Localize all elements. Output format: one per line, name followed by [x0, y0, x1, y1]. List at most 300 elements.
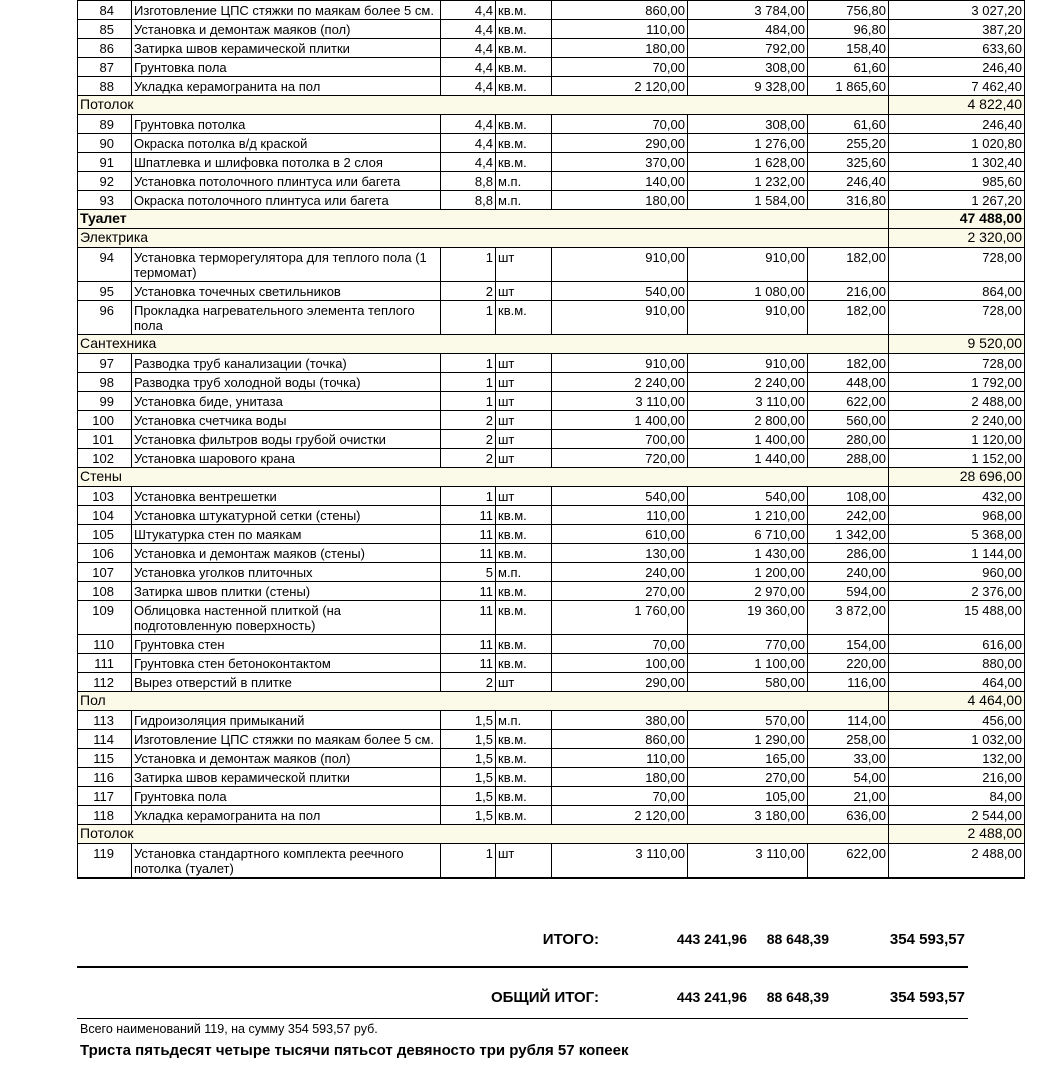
row-unit: шт: [496, 449, 552, 468]
table-row: [78, 806, 1025, 825]
row-qty: 11: [441, 582, 496, 601]
table-row: [78, 58, 1025, 77]
row-price: 910,00: [552, 248, 688, 282]
row-number: 93: [78, 191, 132, 210]
row-qty: 1,5: [441, 711, 496, 730]
table-row: [78, 487, 1025, 506]
row-sum: 165,00: [688, 749, 808, 768]
row-name: Установка фильтров воды грубой очистки: [132, 430, 441, 449]
row-total: 5 368,00: [889, 525, 1025, 544]
row-number: 96: [78, 301, 132, 335]
row-qty: 5: [441, 563, 496, 582]
row-sum: 910,00: [688, 248, 808, 282]
row-unit: кв.м.: [496, 1, 552, 20]
row-qty: 11: [441, 544, 496, 563]
row-number: 88: [78, 77, 132, 96]
table-row: [78, 430, 1025, 449]
row-sum: 1 276,00: [688, 134, 808, 153]
row-sum: 1 584,00: [688, 191, 808, 210]
row-sum: 1 200,00: [688, 563, 808, 582]
row-number: 94: [78, 248, 132, 282]
row-unit: м.п.: [496, 172, 552, 191]
row-name: Установка терморегулятора для теплого пола (1 термомат): [132, 248, 441, 282]
row-vat: 216,00: [808, 282, 889, 301]
row-vat: 325,60: [808, 153, 889, 172]
row-price: 70,00: [552, 58, 688, 77]
row-price: 2 120,00: [552, 806, 688, 825]
section-title: Туалет: [78, 210, 889, 229]
row-total: 1 792,00: [889, 373, 1025, 392]
row-total: 728,00: [889, 354, 1025, 373]
row-unit: шт: [496, 354, 552, 373]
row-total: 1 020,80: [889, 134, 1025, 153]
section-header-row: [78, 335, 1025, 354]
table-row: [78, 711, 1025, 730]
row-unit: кв.м.: [496, 77, 552, 96]
row-qty: 11: [441, 601, 496, 635]
row-total: 84,00: [889, 787, 1025, 806]
row-price: 70,00: [552, 635, 688, 654]
row-qty: 2: [441, 430, 496, 449]
row-number: 109: [78, 601, 132, 635]
table-row: [78, 673, 1025, 692]
row-unit: м.п.: [496, 711, 552, 730]
section-header-row: [78, 468, 1025, 487]
section-title: Электрика: [78, 229, 889, 248]
row-name: Затирка швов керамической плитки: [132, 768, 441, 787]
table-row: [78, 544, 1025, 563]
row-sum: 6 710,00: [688, 525, 808, 544]
section-title: Потолок: [78, 825, 889, 844]
row-total: 616,00: [889, 635, 1025, 654]
row-total: 1 120,00: [889, 430, 1025, 449]
row-sum: 910,00: [688, 354, 808, 373]
row-sum: 1 100,00: [688, 654, 808, 673]
row-number: 107: [78, 563, 132, 582]
row-vat: 116,00: [808, 673, 889, 692]
row-name: Установка стандартного комплекта реечного потолка (туалет): [132, 844, 441, 879]
general-total-vat: 88 648,39: [766, 989, 829, 1005]
table-row: [78, 449, 1025, 468]
row-qty: 1: [441, 844, 496, 879]
row-vat: 114,00: [808, 711, 889, 730]
table-row: [78, 248, 1025, 282]
row-vat: 182,00: [808, 301, 889, 335]
row-unit: кв.м.: [496, 506, 552, 525]
row-vat: 316,80: [808, 191, 889, 210]
row-number: 97: [78, 354, 132, 373]
row-number: 119: [78, 844, 132, 879]
row-number: 86: [78, 39, 132, 58]
row-qty: 4,4: [441, 58, 496, 77]
table-row: [78, 411, 1025, 430]
row-total: 3 027,20: [889, 1, 1025, 20]
row-sum: 1 080,00: [688, 282, 808, 301]
row-name: Прокладка нагревательного элемента теплого пола: [132, 301, 441, 335]
itogo-total: 354 593,57: [889, 931, 965, 948]
row-name: Укладка керамогранита на пол: [132, 806, 441, 825]
row-vat: 108,00: [808, 487, 889, 506]
table-row: [78, 768, 1025, 787]
table-row: [78, 582, 1025, 601]
row-total: 246,40: [889, 58, 1025, 77]
row-sum: 1 430,00: [688, 544, 808, 563]
row-sum: 1 400,00: [688, 430, 808, 449]
row-price: 610,00: [552, 525, 688, 544]
table-row: [78, 172, 1025, 191]
row-unit: шт: [496, 392, 552, 411]
row-unit: шт: [496, 373, 552, 392]
row-name: Окраска потолка в/д краской: [132, 134, 441, 153]
row-vat: 3 872,00: [808, 601, 889, 635]
row-vat: 560,00: [808, 411, 889, 430]
row-unit: шт: [496, 282, 552, 301]
row-qty: 11: [441, 654, 496, 673]
row-vat: 182,00: [808, 354, 889, 373]
row-price: 290,00: [552, 134, 688, 153]
section-header-row: [78, 96, 1025, 115]
row-vat: 61,60: [808, 115, 889, 134]
summary-amount-in-words: Триста пятьдесят четыре тысячи пятьсот девяносто три рубля 57 копеек: [80, 1042, 629, 1059]
row-total: 728,00: [889, 301, 1025, 335]
row-price: 240,00: [552, 563, 688, 582]
row-vat: 220,00: [808, 654, 889, 673]
section-total: 4 822,40: [889, 96, 1025, 115]
row-vat: 1 865,60: [808, 77, 889, 96]
section-header-row: [78, 825, 1025, 844]
row-price: 180,00: [552, 191, 688, 210]
row-sum: 3 110,00: [688, 844, 808, 879]
row-vat: 21,00: [808, 787, 889, 806]
row-price: 860,00: [552, 1, 688, 20]
row-unit: кв.м.: [496, 153, 552, 172]
general-total-total: 354 593,57: [889, 989, 965, 1006]
row-unit: кв.м.: [496, 768, 552, 787]
divider-line-thin: [77, 1018, 968, 1019]
row-number: 110: [78, 635, 132, 654]
row-qty: 11: [441, 506, 496, 525]
row-sum: 1 440,00: [688, 449, 808, 468]
row-number: 114: [78, 730, 132, 749]
row-sum: 9 328,00: [688, 77, 808, 96]
row-sum: 3 180,00: [688, 806, 808, 825]
table-row: [78, 39, 1025, 58]
section-total: 4 464,00: [889, 692, 1025, 711]
table-row: [78, 787, 1025, 806]
table-row: [78, 525, 1025, 544]
row-name: Шпатлевка и шлифовка потолка в 2 слоя: [132, 153, 441, 172]
row-unit: кв.м.: [496, 39, 552, 58]
row-total: 864,00: [889, 282, 1025, 301]
row-qty: 4,4: [441, 115, 496, 134]
row-name: Установка и демонтаж маяков (пол): [132, 749, 441, 768]
section-total: 28 696,00: [889, 468, 1025, 487]
row-price: 910,00: [552, 354, 688, 373]
row-number: 108: [78, 582, 132, 601]
row-vat: 258,00: [808, 730, 889, 749]
row-vat: 246,40: [808, 172, 889, 191]
general-total-sum: 443 241,96: [676, 989, 747, 1005]
table-row: [78, 153, 1025, 172]
row-total: 246,40: [889, 115, 1025, 134]
row-total: 15 488,00: [889, 601, 1025, 635]
row-number: 90: [78, 134, 132, 153]
row-sum: 2 800,00: [688, 411, 808, 430]
table-row: [78, 20, 1025, 39]
row-price: 3 110,00: [552, 392, 688, 411]
row-sum: 570,00: [688, 711, 808, 730]
row-sum: 2 240,00: [688, 373, 808, 392]
row-unit: кв.м.: [496, 544, 552, 563]
row-vat: 280,00: [808, 430, 889, 449]
table-row: [78, 134, 1025, 153]
row-unit: кв.м.: [496, 749, 552, 768]
row-qty: 1,5: [441, 730, 496, 749]
row-vat: 96,80: [808, 20, 889, 39]
row-qty: 1,5: [441, 768, 496, 787]
row-price: 910,00: [552, 301, 688, 335]
row-number: 100: [78, 411, 132, 430]
row-name: Затирка швов керамической плитки: [132, 39, 441, 58]
row-qty: 8,8: [441, 172, 496, 191]
row-vat: 154,00: [808, 635, 889, 654]
row-total: 2 488,00: [889, 844, 1025, 879]
row-unit: кв.м.: [496, 601, 552, 635]
room-header-row: [78, 210, 1025, 229]
row-name: Облицовка настенной плиткой (на подготовленную поверхность): [132, 601, 441, 635]
row-vat: 182,00: [808, 248, 889, 282]
row-vat: 255,20: [808, 134, 889, 153]
row-unit: кв.м.: [496, 635, 552, 654]
table-row: [78, 730, 1025, 749]
row-vat: 288,00: [808, 449, 889, 468]
general-total-label: ОБЩИЙ ИТОГ:: [490, 989, 599, 1006]
row-qty: 1,5: [441, 787, 496, 806]
table-row: [78, 115, 1025, 134]
estimate-table: [77, 0, 1025, 879]
row-unit: кв.м.: [496, 115, 552, 134]
row-sum: 1 210,00: [688, 506, 808, 525]
row-vat: 158,40: [808, 39, 889, 58]
row-unit: м.п.: [496, 191, 552, 210]
row-unit: шт: [496, 248, 552, 282]
row-qty: 4,4: [441, 153, 496, 172]
row-name: Штукатурка стен по маякам: [132, 525, 441, 544]
section-total: 47 488,00: [889, 210, 1025, 229]
row-unit: кв.м.: [496, 730, 552, 749]
row-unit: м.п.: [496, 563, 552, 582]
section-title: Стены: [78, 468, 889, 487]
row-number: 89: [78, 115, 132, 134]
row-total: 216,00: [889, 768, 1025, 787]
row-unit: кв.м.: [496, 582, 552, 601]
row-name: Грунтовка стен бетоноконтактом: [132, 654, 441, 673]
table-row: [78, 301, 1025, 335]
row-sum: 19 360,00: [688, 601, 808, 635]
row-price: 290,00: [552, 673, 688, 692]
row-price: 1 400,00: [552, 411, 688, 430]
section-header-row: [78, 692, 1025, 711]
table-row: [78, 601, 1025, 635]
row-number: 99: [78, 392, 132, 411]
row-total: 985,60: [889, 172, 1025, 191]
row-qty: 1: [441, 392, 496, 411]
row-total: 132,00: [889, 749, 1025, 768]
row-price: 70,00: [552, 115, 688, 134]
section-header-row: [78, 229, 1025, 248]
row-price: 100,00: [552, 654, 688, 673]
table-row: [78, 1, 1025, 20]
row-number: 117: [78, 787, 132, 806]
row-number: 84: [78, 1, 132, 20]
row-total: 7 462,40: [889, 77, 1025, 96]
row-total: 2 544,00: [889, 806, 1025, 825]
row-sum: 540,00: [688, 487, 808, 506]
row-unit: шт: [496, 487, 552, 506]
row-sum: 105,00: [688, 787, 808, 806]
row-name: Грунтовка пола: [132, 58, 441, 77]
row-total: 1 032,00: [889, 730, 1025, 749]
row-unit: шт: [496, 673, 552, 692]
row-name: Установка шарового крана: [132, 449, 441, 468]
row-price: 370,00: [552, 153, 688, 172]
section-title: Пол: [78, 692, 889, 711]
row-price: 180,00: [552, 768, 688, 787]
row-unit: шт: [496, 844, 552, 879]
row-qty: 8,8: [441, 191, 496, 210]
row-price: 110,00: [552, 749, 688, 768]
row-qty: 4,4: [441, 20, 496, 39]
row-unit: кв.м.: [496, 301, 552, 335]
row-total: 1 152,00: [889, 449, 1025, 468]
row-qty: 11: [441, 525, 496, 544]
itogo-vat: 88 648,39: [766, 931, 829, 947]
table-row: [78, 77, 1025, 96]
row-name: Разводка труб холодной воды (точка): [132, 373, 441, 392]
row-vat: 1 342,00: [808, 525, 889, 544]
row-vat: 636,00: [808, 806, 889, 825]
row-number: 112: [78, 673, 132, 692]
row-unit: кв.м.: [496, 20, 552, 39]
table-row: [78, 563, 1025, 582]
row-qty: 2: [441, 282, 496, 301]
row-total: 2 240,00: [889, 411, 1025, 430]
row-price: 110,00: [552, 20, 688, 39]
row-sum: 580,00: [688, 673, 808, 692]
row-unit: кв.м.: [496, 654, 552, 673]
row-sum: 270,00: [688, 768, 808, 787]
row-total: 728,00: [889, 248, 1025, 282]
itogo-sum: 443 241,96: [676, 931, 747, 947]
row-price: 70,00: [552, 787, 688, 806]
row-unit: кв.м.: [496, 806, 552, 825]
row-price: 2 240,00: [552, 373, 688, 392]
row-unit: кв.м.: [496, 525, 552, 544]
row-name: Грунтовка стен: [132, 635, 441, 654]
row-sum: 770,00: [688, 635, 808, 654]
row-vat: 242,00: [808, 506, 889, 525]
row-sum: 308,00: [688, 58, 808, 77]
row-sum: 3 784,00: [688, 1, 808, 20]
section-title: Потолок: [78, 96, 889, 115]
row-name: Грунтовка потолка: [132, 115, 441, 134]
summary-count: Всего наименований 119, на сумму 354 593,57 руб.: [80, 1022, 378, 1036]
row-number: 85: [78, 20, 132, 39]
row-total: 2 488,00: [889, 392, 1025, 411]
row-number: 103: [78, 487, 132, 506]
row-qty: 1: [441, 354, 496, 373]
row-name: Окраска потолочного плинтуса или багета: [132, 191, 441, 210]
row-price: 720,00: [552, 449, 688, 468]
row-qty: 4,4: [441, 134, 496, 153]
table-row: [78, 392, 1025, 411]
row-number: 118: [78, 806, 132, 825]
row-price: 540,00: [552, 282, 688, 301]
row-sum: 484,00: [688, 20, 808, 39]
row-unit: кв.м.: [496, 787, 552, 806]
row-vat: 286,00: [808, 544, 889, 563]
row-name: Грунтовка пола: [132, 787, 441, 806]
row-vat: 33,00: [808, 749, 889, 768]
table-row: [78, 506, 1025, 525]
row-number: 87: [78, 58, 132, 77]
row-total: 880,00: [889, 654, 1025, 673]
row-number: 92: [78, 172, 132, 191]
row-number: 95: [78, 282, 132, 301]
row-total: 387,20: [889, 20, 1025, 39]
section-title: Сантехника: [78, 335, 889, 354]
row-price: 380,00: [552, 711, 688, 730]
row-name: Вырез отверстий в плитке: [132, 673, 441, 692]
row-vat: 622,00: [808, 392, 889, 411]
table-row: [78, 191, 1025, 210]
row-price: 700,00: [552, 430, 688, 449]
table-row: [78, 282, 1025, 301]
row-name: Установка и демонтаж маяков (стены): [132, 544, 441, 563]
row-price: 860,00: [552, 730, 688, 749]
row-name: Установка потолочного плинтуса или багета: [132, 172, 441, 191]
row-number: 98: [78, 373, 132, 392]
section-total: 9 520,00: [889, 335, 1025, 354]
row-number: 91: [78, 153, 132, 172]
row-price: 270,00: [552, 582, 688, 601]
row-qty: 11: [441, 635, 496, 654]
row-name: Гидроизоляция примыканий: [132, 711, 441, 730]
row-unit: кв.м.: [496, 134, 552, 153]
row-name: Установка счетчика воды: [132, 411, 441, 430]
row-unit: шт: [496, 430, 552, 449]
itogo-label: ИТОГО:: [542, 931, 599, 948]
row-number: 113: [78, 711, 132, 730]
row-sum: 308,00: [688, 115, 808, 134]
row-sum: 1 232,00: [688, 172, 808, 191]
row-total: 960,00: [889, 563, 1025, 582]
row-total: 456,00: [889, 711, 1025, 730]
row-qty: 4,4: [441, 77, 496, 96]
table-row: [78, 373, 1025, 392]
row-number: 116: [78, 768, 132, 787]
row-price: 2 120,00: [552, 77, 688, 96]
row-number: 101: [78, 430, 132, 449]
row-number: 104: [78, 506, 132, 525]
row-qty: 1,5: [441, 749, 496, 768]
row-total: 968,00: [889, 506, 1025, 525]
row-name: Разводка труб канализации (точка): [132, 354, 441, 373]
row-number: 115: [78, 749, 132, 768]
row-vat: 594,00: [808, 582, 889, 601]
row-price: 140,00: [552, 172, 688, 191]
divider-line: [77, 966, 968, 968]
